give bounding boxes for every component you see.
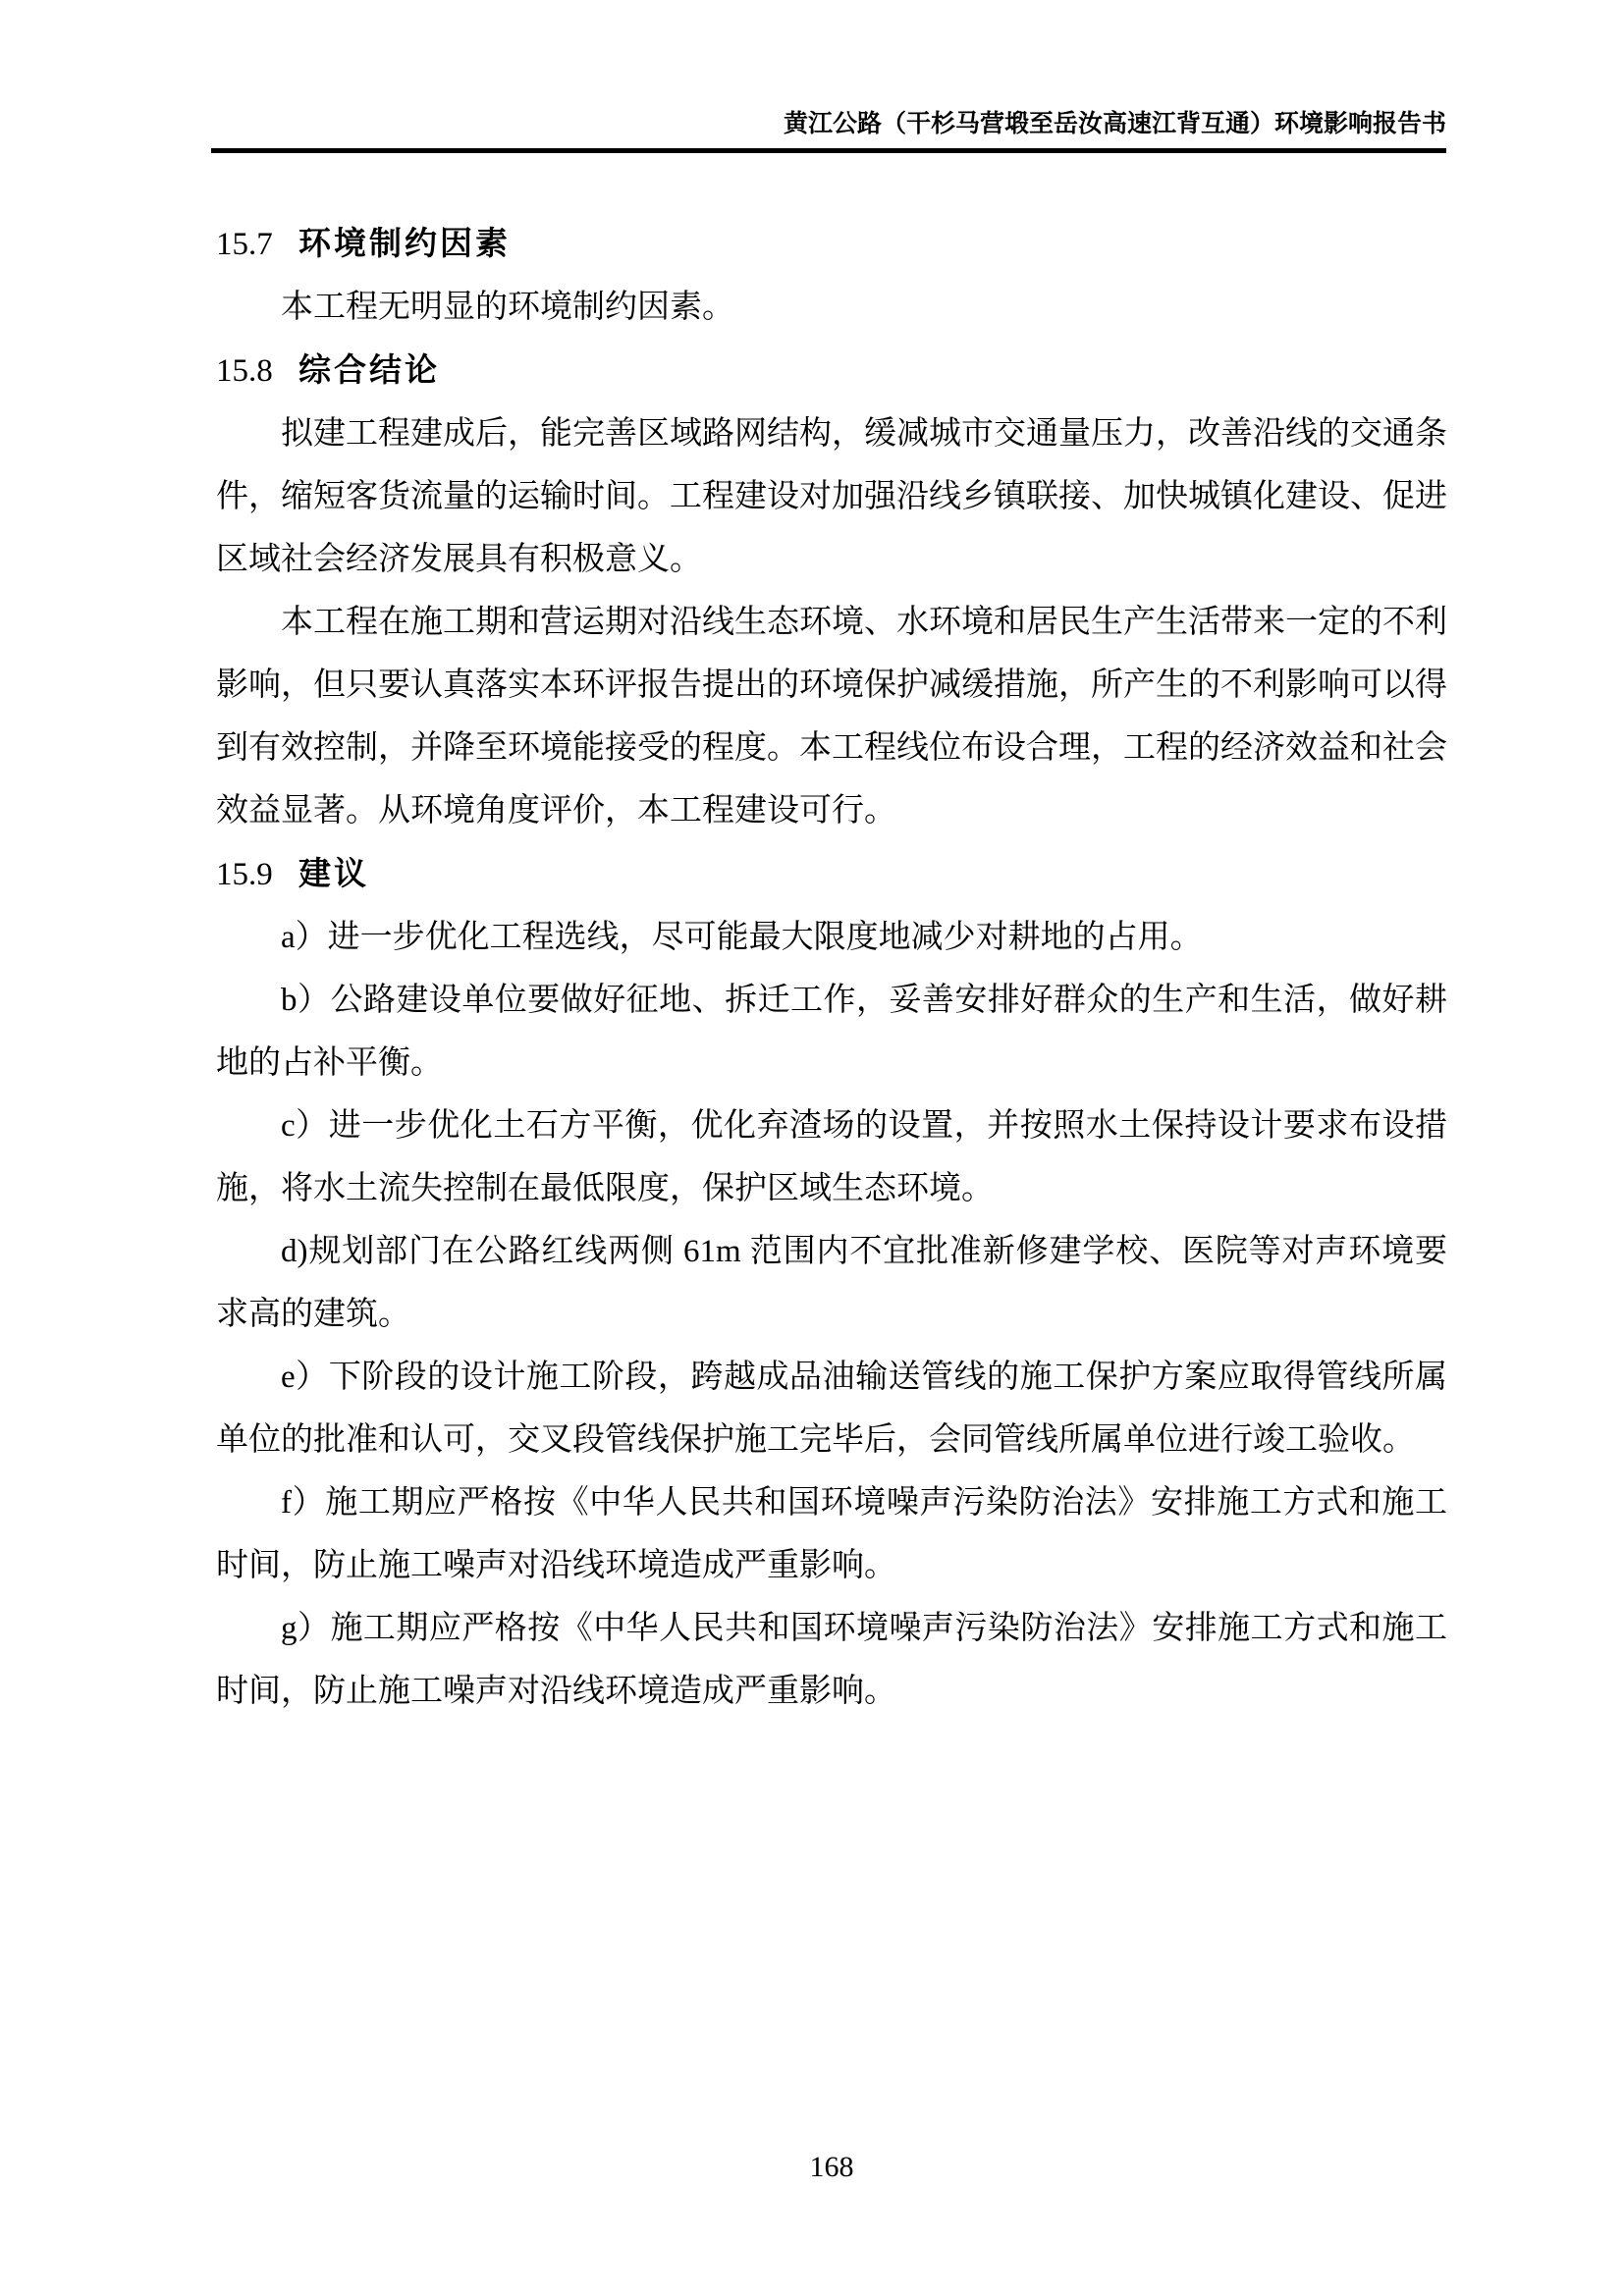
section-title: 环境制约因素 <box>298 225 511 261</box>
list-item-c: c）进一步优化土石方平衡，优化弃渣场的设置，并按照水土保持设计要求布设措施，将水土流失控制在最低限度，保护区域生态环境。 <box>216 1108 1447 1206</box>
section-heading-15-8 <box>216 339 1447 402</box>
section-title: 建议 <box>298 855 369 891</box>
paragraph: 本工程在施工期和营运期对沿线生态环境、水环境和居民生产生活带来一定的不利影响，但只要认真落实本环评报告提出的环境保护减缓措施，所产生的不利影响可以得到有效控制，并降至环境能接受的程度。本工程线位布设合理，工程的经济效益和社会效益显著。从环境角度评价，本工程建设可行。 <box>216 605 1447 828</box>
list-item-d: d)规划部门在公路红线两侧 61m 范围内不宜批准新修建学校、医院等对声环境要求高的建筑。 <box>216 1234 1447 1332</box>
list-item-f: f）施工期应严格按《中华人民共和国环境噪声污染防治法》安排施工方式和施工时间，防止施工噪声对沿线环境造成严重影响。 <box>216 1485 1447 1583</box>
section-heading-15-7 <box>216 212 1447 276</box>
paragraph: 拟建工程建成后，能完善区域路网结构，缓减城市交通量压力，改善沿线的交通条件，缩短客货流量的运输时间。工程建设对加强沿线乡镇联接、加快城镇化建设、促进区域社会经济发展具有积极意义。 <box>216 416 1447 577</box>
header-rule <box>211 148 1446 153</box>
list-item-e: e）下阶段的设计施工阶段，跨越成品油输送管线的施工保护方案应取得管线所属单位的批准和认可，交叉段管线保护施工完毕后，会同管线所属单位进行竣工验收。 <box>216 1360 1447 1458</box>
page-footer <box>216 2150 1447 2185</box>
header-title: 黄江公路（干杉马营塅至岳汝高速江背互通）环境影响报告书 <box>783 111 1446 137</box>
page-number: 168 <box>809 2151 854 2183</box>
section-number: 15.8 <box>216 353 273 389</box>
paragraph: 本工程无明显的环境制约因素。 <box>281 290 734 325</box>
section-number: 15.9 <box>216 857 273 892</box>
section-heading-15-9 <box>216 842 1447 906</box>
section-title: 综合结论 <box>298 351 440 388</box>
list-item-g: g）施工期应严格按《中华人民共和国环境噪声污染防治法》安排施工方式和施工时间，防止施工噪声对沿线环境造成严重影响。 <box>216 1611 1447 1709</box>
section-number: 15.7 <box>216 227 273 262</box>
document-body <box>216 212 1447 1723</box>
list-item-b: b）公路建设单位要做好征地、拆迁工作，妥善安排好群众的生产和生活，做好耕地的占补平衡。 <box>216 983 1447 1081</box>
list-item-a: a）进一步优化工程选线，尽可能最大限度地减少对耕地的占用。 <box>281 920 1203 955</box>
